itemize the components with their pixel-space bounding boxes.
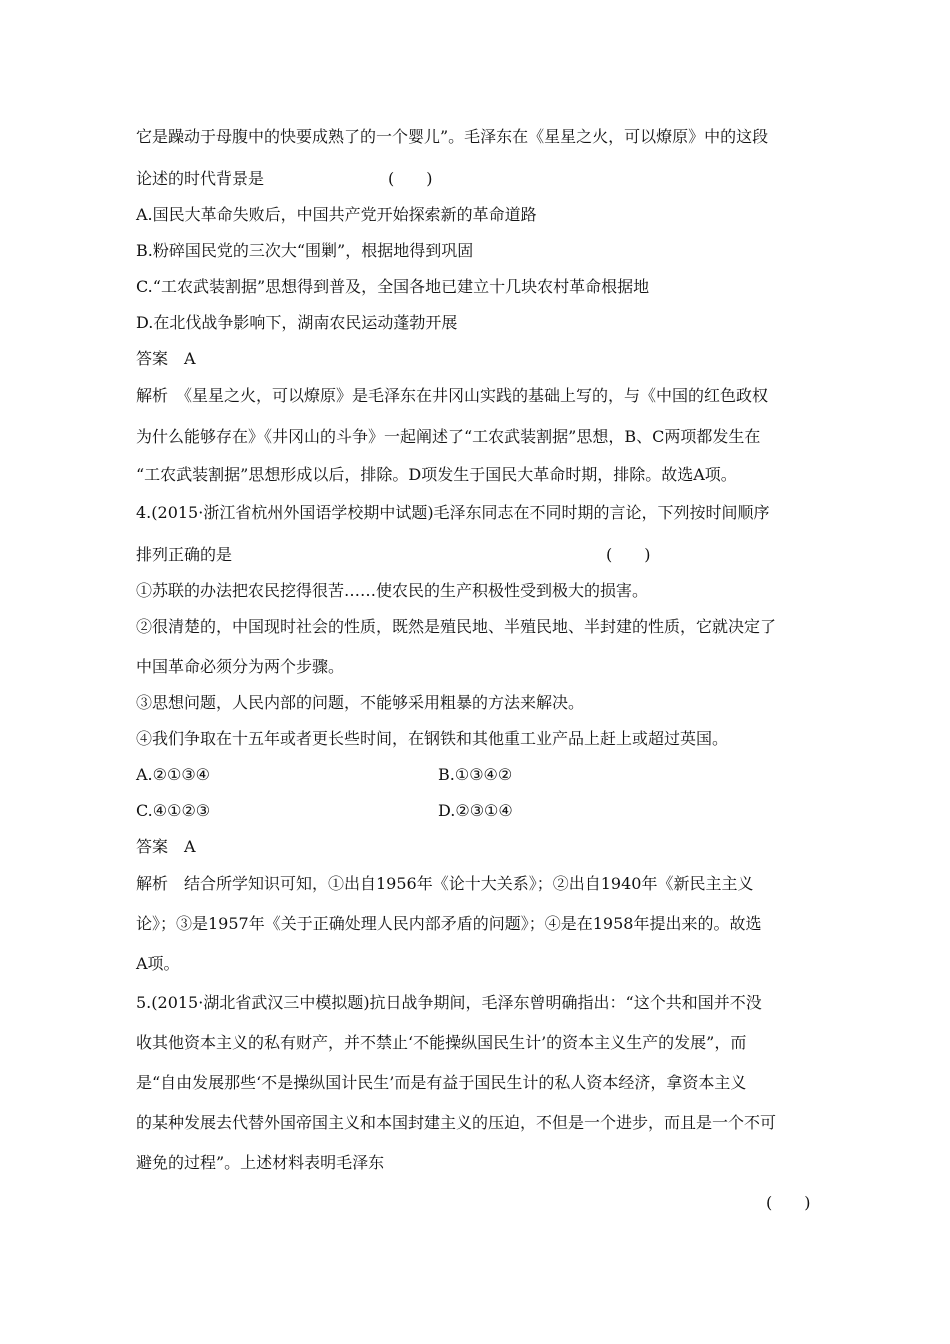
q4-statement-2-line-1: ②很清楚的，中国现时社会的性质，既然是殖民地、半殖民地、半封建的性质，它就决定了 <box>136 617 777 636</box>
q3-stem-line-2: 论述的时代背景是 <box>136 169 265 188</box>
q4-analysis-line-2: 论》；③是1957年《关于正确处理人民内部矛盾的问题》；④是在1958年提出来的。故选 <box>136 914 762 933</box>
q4-analysis-line-3: A项。 <box>136 954 180 973</box>
q5-answer-paren: ( ) <box>766 1193 811 1212</box>
q5-line-1: 5.(2015·湖北省武汉三中模拟题)抗日战争期间，毛泽东曾明确指出：“这个共和国并不没 <box>136 993 762 1012</box>
q5-line-4: 的某种发展去代替外国帝国主义和本国封建主义的压迫，不但是一个进步，而且是一个不可 <box>136 1113 777 1132</box>
q4-answer: 答案 A <box>136 837 196 856</box>
q3-analysis-line-1: 解析 《星星之火，可以燎原》是毛泽东在井冈山实践的基础上写的，与《中国的红色政权 <box>136 386 769 405</box>
q4-statement-1: ①苏联的办法把农民挖得很苦……使农民的生产积极性受到极大的损害。 <box>136 581 649 600</box>
q3-option-b: B.粉碎国民党的三次大“围剿”，根据地得到巩固 <box>136 241 474 260</box>
q3-option-c: C.“工农武装割据”思想得到普及，全国各地已建立十几块农村革命根据地 <box>136 277 650 296</box>
q5-line-5: 避免的过程”。上述材料表明毛泽东 <box>136 1153 385 1172</box>
q4-option-c: C.④①②③ <box>136 801 211 820</box>
q4-option-a: A.②①③④ <box>136 765 211 784</box>
q5-line-3: 是“自由发展那些‘不是操纵国计民生’而是有益于国民生计的私人资本经济，拿资本主义 <box>136 1073 747 1092</box>
q3-analysis-line-2: 为什么能够存在》《井冈山的斗争》一起阐述了“工农武装割据”思想，B、C两项都发生在 <box>136 427 761 446</box>
q4-statement-2-line-2: 中国革命必须分为两个步骤。 <box>136 657 345 676</box>
q5-line-2: 收其他资本主义的私有财产，并不禁止‘不能操纵国民生计’的资本主义生产的发展”，而 <box>136 1033 747 1052</box>
q4-stem-line-1: 4.(2015·浙江省杭州外国语学校期中试题)毛泽东同志在不同时期的言论，下列按时间顺序 <box>136 503 770 522</box>
q3-answer-paren: ( ) <box>388 169 433 188</box>
q3-analysis-line-3: “工农武装割据”思想形成以后，排除。D项发生于国民大革命时期，排除。故选A项。 <box>136 465 737 484</box>
q4-answer-paren: ( ) <box>606 545 651 564</box>
q4-statement-4: ④我们争取在十五年或者更长些时间，在钢铁和其他重工业产品上赶上或超过英国。 <box>136 729 729 748</box>
q3-answer: 答案 A <box>136 349 196 368</box>
q3-option-a: A.国民大革命失败后，中国共产党开始探索新的革命道路 <box>136 205 537 224</box>
q4-option-d: D.②③①④ <box>438 801 513 820</box>
q4-statement-3: ③思想问题，人民内部的问题，不能够采用粗暴的方法来解决。 <box>136 693 585 712</box>
q4-option-b: B.①③④② <box>438 765 513 784</box>
q4-stem-line-2: 排列正确的是 <box>136 545 233 564</box>
q4-analysis-line-1: 解析 结合所学知识可知，①出自1956年《论十大关系》；②出自1940年《新民主主义 <box>136 874 754 893</box>
q3-stem-line-1: 它是躁动于母腹中的快要成熟了的一个婴儿”。毛泽东在《星星之火，可以燎原》中的这段 <box>136 127 769 146</box>
q3-option-d: D.在北伐战争影响下，湖南农民运动蓬勃开展 <box>136 313 458 332</box>
